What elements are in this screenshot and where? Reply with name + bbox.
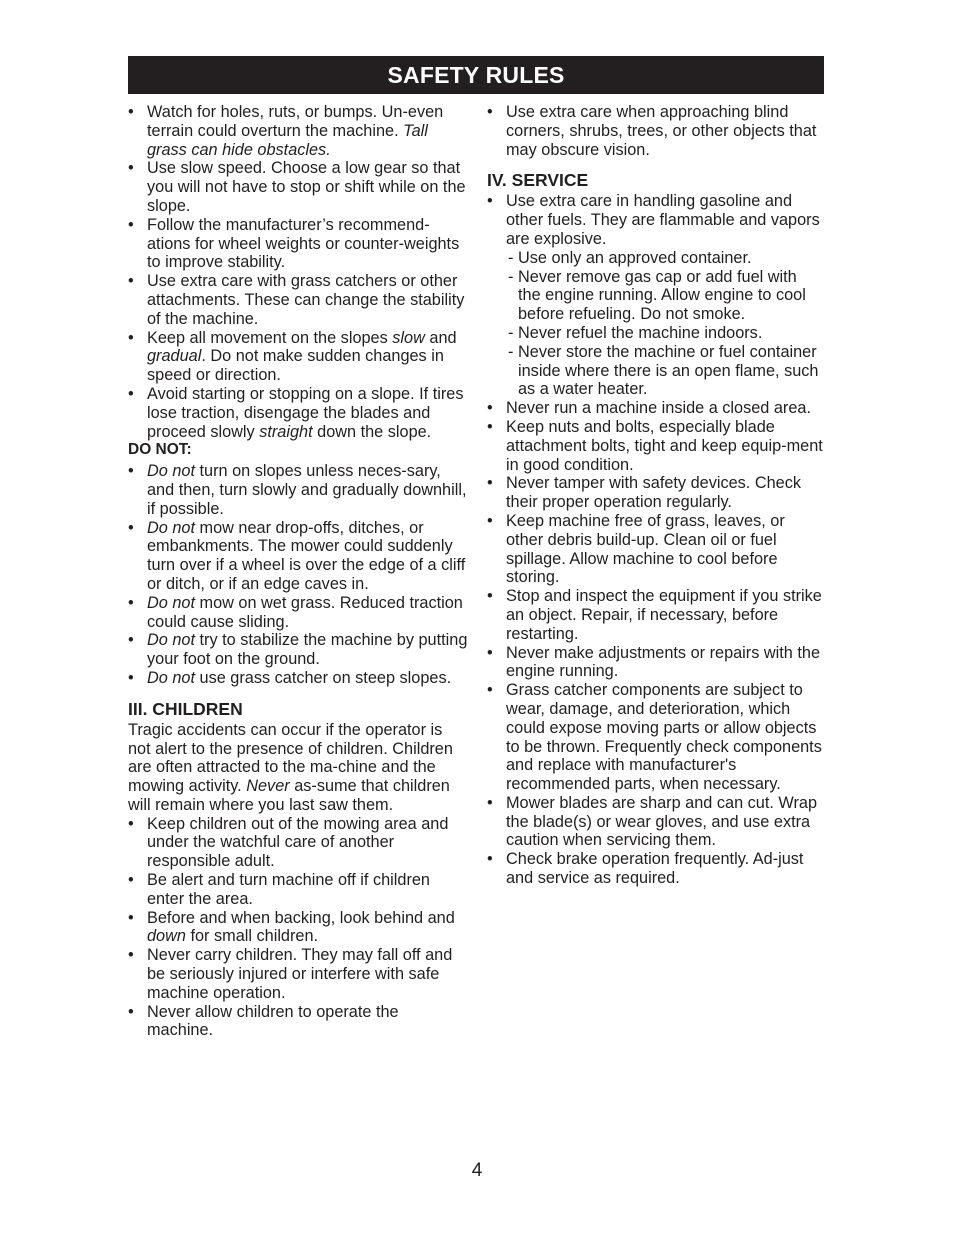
page-title: SAFETY RULES [387, 62, 565, 88]
left-column [128, 103, 468, 1040]
dash-item: - Never store the machine or fuel container inside where there is an open flame, such as a water heater. [487, 343, 823, 399]
list-item: • Before and when backing, look behind and down for small children. [128, 909, 468, 947]
do-not-heading: DO NOT: [128, 441, 192, 459]
dash-item: - Use only an approved container. [487, 249, 823, 268]
list-item: • Keep nuts and bolts, especially blade attachment bolts, tight and keep equip-ment in good condition. [487, 418, 823, 474]
page-number: 4 [471, 1160, 483, 1181]
list-item: • Never allow children to operate the machine. [128, 1003, 468, 1041]
list-item: • Watch for holes, ruts, or bumps. Un-even terrain could overturn the machine. Tall grass can hide obstacles. [128, 103, 468, 159]
list-item: • Avoid starting or stopping on a slope. If tires lose traction, disengage the blades and proceed slowly straight down the slope. [128, 385, 468, 441]
list-item: • Never make adjustments or repairs with the engine running. [487, 644, 823, 682]
list-item: • Check brake operation frequently. Ad-just and service as required. [487, 850, 823, 888]
list-item: • Follow the manufacturer’s recommend-ations for wheel weights or counter-weights to improve stability. [128, 216, 468, 272]
list-item: • Do not mow near drop-offs, ditches, or embankments. The mower could suddenly turn over if a wheel is over the edge of a cliff or ditch, or if an edge caves in. [128, 519, 468, 594]
list-item: • Never tamper with safety devices. Check their proper operation regularly. [487, 474, 823, 512]
list-item: • Be alert and turn machine off if children enter the area. [128, 871, 468, 909]
list-item: • Use extra care with grass catchers or other attachments. These can change the stability of the machine. [128, 272, 468, 328]
list-item: • Stop and inspect the equipment if you strike an object. Repair, if necessary, before restarting. [487, 587, 823, 643]
do-not-list [128, 462, 468, 688]
children-list [128, 815, 468, 1041]
list-item: • Use extra care in handling gasoline and other fuels. They are flammable and vapors are explosive. [487, 192, 823, 248]
service-heading: IV. SERVICE [487, 170, 589, 191]
children-intro: Tragic accidents can occur if the operator is not alert to the presence of children. Children are often attracted to the ma-chine and the mowing activity. Never as-sume that children will remain where you last saw them. [128, 720, 453, 814]
service-list-continued [487, 399, 823, 888]
list-item: • Do not turn on slopes unless neces-sary, and then, turn slowly and gradually downhill, if possible. [128, 462, 468, 518]
list-item: • Keep children out of the mowing area and under the watchful care of another responsible adult. [128, 815, 468, 871]
list-item: • Grass catcher components are subject to wear, damage, and deterioration, which could expose moving parts or allow objects to be thrown. Frequently check components and replace with manufacturer's recommended parts, when necessary. [487, 681, 823, 794]
dash-item: - Never remove gas cap or add fuel with the engine running. Allow engine to cool before refueling. Do not smoke. [487, 268, 823, 324]
list-item: • Keep all movement on the slopes slow and gradual. Do not make sudden changes in speed or direction. [128, 329, 468, 385]
page-title-banner [128, 56, 824, 94]
children-heading: III. CHILDREN [128, 698, 243, 719]
list-item: • Do not use grass catcher on steep slopes. [128, 669, 468, 688]
list-item: • Use extra care when approaching blind corners, shrubs, trees, or other objects that may obscure vision. [487, 103, 823, 159]
list-item: • Use slow speed. Choose a low gear so that you will not have to stop or shift while on the slope. [128, 159, 468, 215]
list-item: • Never carry children. They may fall off and be seriously injured or interfere with safe machine operation. [128, 946, 468, 1002]
list-item: • Do not try to stabilize the machine by putting your foot on the ground. [128, 631, 468, 669]
right-column [487, 103, 823, 888]
fuel-dash-list [487, 249, 823, 399]
list-item: • Mower blades are sharp and can cut. Wrap the blade(s) or wear gloves, and use extra caution when servicing them. [487, 794, 823, 850]
slope-list [128, 103, 468, 441]
service-list [487, 192, 823, 248]
list-item: • Do not mow on wet grass. Reduced traction could cause sliding. [128, 594, 468, 632]
approach-list [487, 103, 823, 159]
dash-item: - Never refuel the machine indoors. [487, 324, 823, 343]
list-item: • Keep machine free of grass, leaves, or other debris build-up. Clean oil or fuel spillage. Allow machine to cool before storing. [487, 512, 823, 587]
list-item: • Never run a machine inside a closed area. [487, 399, 823, 418]
